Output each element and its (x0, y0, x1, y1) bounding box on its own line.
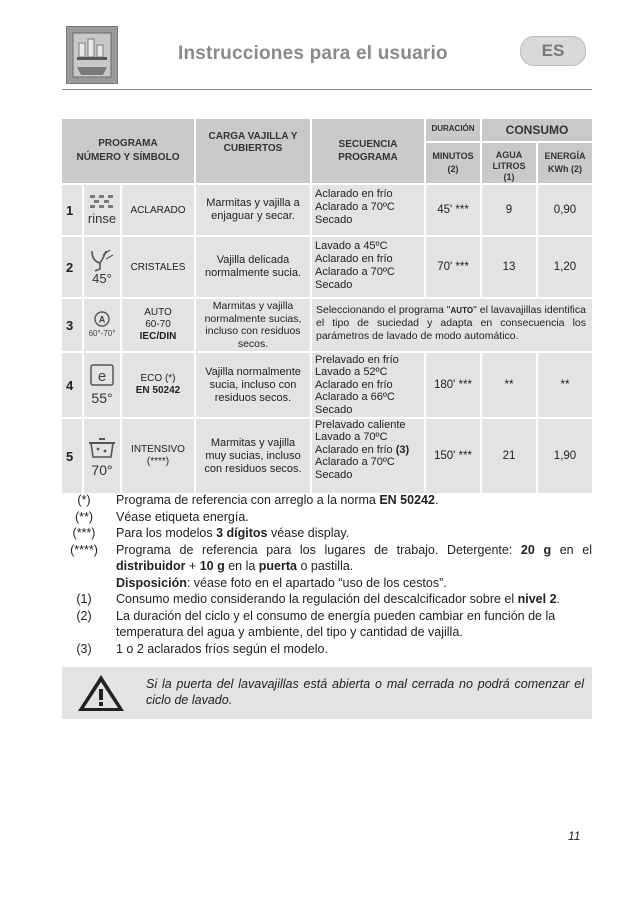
secuencia-line: Aclarado en frío (315, 443, 396, 456)
footnote (62, 591, 592, 608)
footnote-bold: Disposición (116, 575, 187, 590)
row-number-label: 2 (66, 259, 74, 275)
footnote (62, 492, 592, 509)
minutos-cell (426, 419, 480, 493)
header-programa-label: PROGRAMA NÚMERO Y SÍMBOLO (76, 138, 180, 163)
secuencia-line: Lavado a 70ºC (315, 431, 388, 444)
secuencia-cell (312, 237, 424, 297)
auto-description-keyword: AUTO (450, 306, 474, 315)
dishwasher-logo-icon (66, 26, 118, 84)
auto-icon-text: 60°-70° (88, 329, 116, 338)
footnote-text: o pastilla. (296, 559, 354, 573)
header-agua (482, 143, 536, 183)
footnote-mark: (*) (77, 493, 91, 507)
row-number-label: 4 (66, 377, 74, 393)
header-agua-label: AGUA LITROS (1) (492, 150, 526, 182)
row-number (62, 353, 82, 417)
carga-cell (196, 299, 310, 351)
footnote (62, 575, 592, 592)
footnote-text: 1 o 2 aclarados fríos según el modelo. (116, 641, 328, 656)
program-name-label: INTENSIVO (****) (131, 444, 185, 467)
glass-icon-text: 45° (92, 271, 112, 286)
secuencia-text: Prelavado en frío Lavado a 52ºC Aclarado en frío Aclarado a 66ºC Secado (315, 354, 399, 416)
footnote-bold: 20 g (520, 542, 552, 557)
carga-text: Vajilla normalmente sucia, incluso con residuos secos. (205, 365, 301, 404)
energia-cell (538, 419, 592, 493)
secuencia-line: Aclarado a 70ºC (315, 456, 395, 469)
program-name-label: CRISTALES (130, 261, 186, 273)
footnote-mark: (**) (74, 509, 94, 524)
row-number (62, 185, 82, 235)
footnote-text: : véase foto en el apartado “uso de los cestos”. (186, 575, 447, 590)
carga-cell (196, 237, 310, 297)
row-number (62, 419, 82, 493)
row-number-label: 1 (66, 202, 74, 218)
program-name (122, 353, 194, 417)
secuencia-text: Aclarado en frío Aclarado a 70ºC Secado (315, 188, 395, 226)
row-number (62, 237, 82, 297)
carga-cell (196, 185, 310, 235)
page-number: 11 (568, 829, 581, 843)
secuencia-cell (312, 185, 424, 235)
footnote-text: . (556, 592, 561, 606)
minutos-cell (426, 237, 480, 297)
agua-cell (482, 185, 536, 235)
table-row (62, 185, 592, 235)
footnote (62, 542, 592, 575)
footnotes (62, 492, 592, 657)
footnote-text: Programa de referencia para los lugares de trabajo. Detergente: (116, 542, 521, 557)
footnote-mark: (2) (76, 608, 92, 623)
header-carga-label: CARGA VAJILLA Y CUBIERTOS (208, 131, 298, 154)
agua-value: 13 (502, 261, 516, 273)
footnote-mark: (3) (76, 641, 92, 656)
header-carga (196, 119, 310, 183)
language-badge: ES (520, 36, 586, 66)
minutos-value: 45' *** (437, 204, 469, 216)
header-secuencia-label: SECUENCIA PROGRAMA (338, 139, 398, 163)
footnote-text: . (434, 493, 439, 507)
table-row (62, 237, 592, 297)
secuencia-line: Prelavado caliente (315, 419, 406, 431)
footnote-mark: (****) (70, 542, 98, 557)
warning-box (62, 667, 592, 719)
carga-text: Vajilla delicada normalmente sucia. (205, 254, 301, 279)
program-standard-label: IEC/DIN (139, 331, 177, 342)
footnote (62, 509, 592, 526)
footnote-text: en el (551, 542, 592, 557)
header-minutos-label: MINUTOS (2) (432, 151, 474, 174)
carga-text: Marmitas y vajilla normalmente sucias, incluso con residuos secos. (204, 300, 302, 350)
header-energia-label: ENERGÍA KWh (2) (544, 151, 586, 174)
eco-icon-text: 55° (91, 390, 113, 406)
header-consumo: CONSUMO (482, 119, 592, 141)
footnote-mark: (1) (76, 592, 92, 606)
program-name-label: AUTO 60-70 (144, 307, 172, 330)
energia-value: 1,90 (553, 450, 577, 462)
auto-icon (84, 299, 120, 351)
footnote (62, 641, 592, 658)
footnote-mark: (***) (72, 526, 96, 540)
footnote-bold: distribuidor (116, 559, 186, 573)
row-number (62, 299, 82, 351)
agua-value: 21 (502, 450, 516, 462)
agua-value: ** (504, 379, 514, 391)
row-number-label: 5 (66, 448, 74, 464)
program-name (122, 299, 194, 351)
secuencia-cell (312, 353, 424, 417)
energia-value: 0,90 (553, 204, 577, 216)
secuencia-line: Secado (315, 468, 353, 481)
auto-description-post: " el lavavajillas identifica el tipo de suciedad y adapta en consecuencia los parámetros de lavado de modo automático. (316, 304, 586, 342)
page-title: Instrucciones para el usuario (178, 43, 448, 64)
footnote-text: Para los modelos (116, 526, 217, 540)
minutos-cell (426, 353, 480, 417)
minutos-value: 70' *** (437, 261, 469, 273)
program-name (122, 185, 194, 235)
svg-text:e: e (97, 368, 107, 385)
footnote-bold: EN 50242 (379, 493, 435, 507)
program-standard-label: EN 50242 (135, 385, 181, 396)
footnote-text: en la (224, 559, 259, 573)
auto-description-cell (312, 299, 592, 351)
header-energia (538, 143, 592, 183)
footnote (62, 525, 592, 542)
header-secuencia (312, 119, 424, 183)
rinse-icon-text: rinse (87, 211, 117, 226)
auto-description-pre: Seleccionando el programa " (316, 304, 451, 316)
footnote-text: Consumo medio considerando la regulación del descalcificador sobre el (116, 592, 518, 606)
footnote-bold: puerta (258, 559, 297, 573)
pot-icon (84, 419, 120, 493)
energia-value: 1,20 (553, 261, 577, 273)
program-name (122, 237, 194, 297)
minutos-cell (426, 185, 480, 235)
secuencia-cell (312, 419, 424, 493)
carga-cell (196, 353, 310, 417)
energia-value: ** (560, 379, 570, 391)
secuencia-note-ref: (3) (395, 443, 410, 456)
program-name-label: ACLARADO (130, 204, 186, 216)
warning-text: Si la puerta del lavavajillas está abierta o mal cerrada no podrá comenzar el ciclo de lavado. (146, 677, 584, 707)
row-number-label: 3 (66, 317, 74, 333)
header-rule (62, 89, 592, 90)
energia-cell (538, 185, 592, 235)
carga-text: Marmitas y vajilla a enjaguar y secar. (206, 197, 300, 222)
agua-cell (482, 419, 536, 493)
rinse-icon (84, 185, 120, 235)
agua-cell (482, 237, 536, 297)
footnote-text: + (185, 559, 200, 573)
eco-icon (84, 353, 120, 417)
footnote-text: La duración del ciclo y el consumo de energía pueden cambiar en función de la temperatura del agua y ambiente, del tipo y cantidad de vajilla. (116, 608, 556, 639)
secuencia-text: Lavado a 45ºC Aclarado en frío Aclarado a 70ºC Secado (315, 240, 395, 291)
header-minutos (426, 143, 480, 183)
program-name (122, 419, 194, 493)
glass-icon (84, 237, 120, 297)
pot-icon-text: 70° (91, 462, 113, 478)
footnote-bold: 3 dígitos (216, 526, 268, 540)
table-row (62, 299, 592, 351)
header-duracion: DURACIÓN (426, 119, 480, 141)
minutos-value: 180' *** (433, 379, 472, 391)
page-header (62, 24, 592, 90)
footnote (62, 608, 592, 641)
footnote-bold: nivel 2 (517, 592, 557, 606)
svg-text:A: A (98, 314, 106, 325)
agua-value: 9 (505, 204, 513, 216)
footnote-text: véase display. (267, 526, 350, 540)
footnote-text: Programa de referencia con arreglo a la norma (116, 493, 380, 507)
header-programa (62, 119, 194, 183)
warning-icon (76, 673, 126, 713)
carga-cell (196, 419, 310, 493)
table-row (62, 419, 592, 493)
table-row (62, 353, 592, 417)
program-name-label: ECO (*) (140, 373, 176, 384)
energia-cell (538, 353, 592, 417)
energia-cell (538, 237, 592, 297)
minutos-value: 150' *** (433, 450, 472, 462)
footnote-bold: 10 g (199, 559, 225, 573)
footnote-text: Véase etiqueta energía. (116, 509, 249, 524)
agua-cell (482, 353, 536, 417)
carga-text: Marmitas y vajilla muy sucias, incluso con residuos secos. (204, 436, 302, 475)
